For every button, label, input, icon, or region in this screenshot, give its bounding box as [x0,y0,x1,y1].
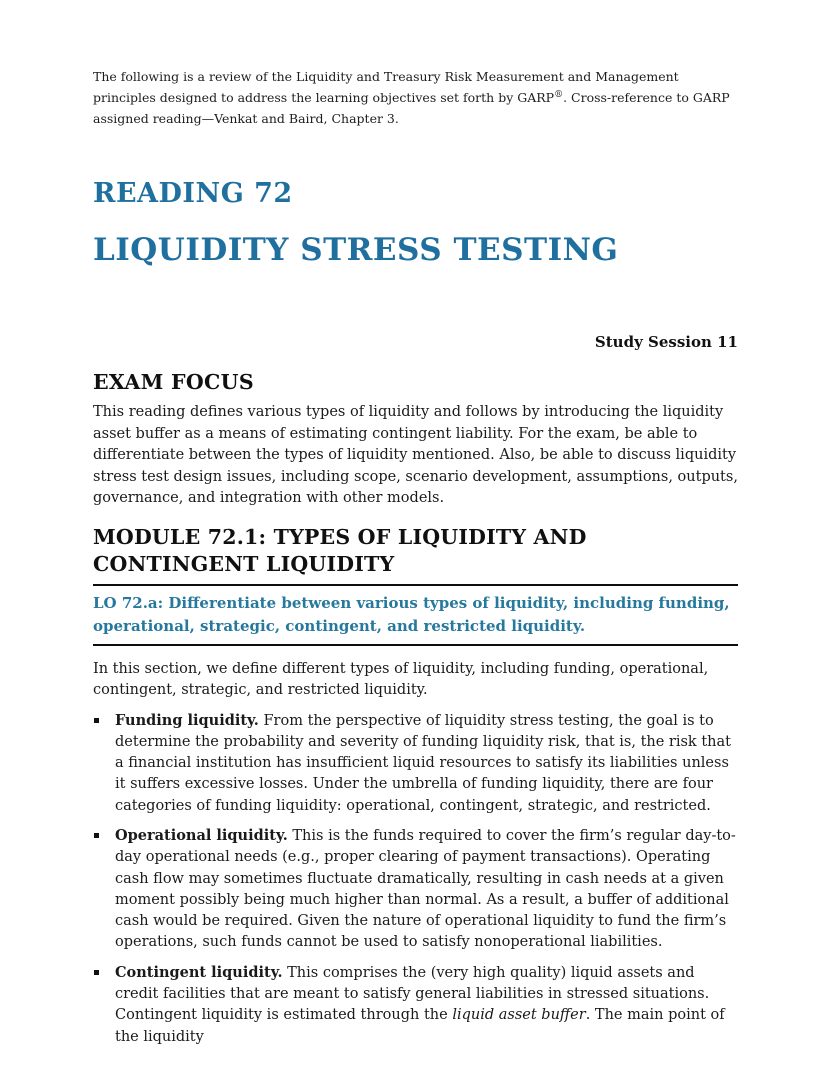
intro-paragraph [93,0,738,129]
list-item-funding-liquidity [93,710,738,817]
reading-number-heading: READING 72 [93,178,293,209]
liquidity-types-list [93,710,738,1048]
intro-text-part2: . Cross-reference to GARP assigned reading—Venkat and Baird, Chapter 3. [93,90,730,126]
section-intro-paragraph: In this section, we define different types of liquidity, including funding, operational, contingent, strategic, and restricted liquidity. [93,660,709,698]
study-session-label: Study Session 11 [594,333,738,351]
lo-divider-bottom [93,644,738,646]
bullet-square-icon [94,718,99,723]
bullet-square-icon [94,970,99,975]
bullet-text: This is the funds required to cover the firm’s regular day-to-day operational needs (e.g., proper clearing of payment transactions). Operating cash flow may sometimes fluctuate dramatically, resulting in cash needs at a given moment possibly being much higher than normal. As a result, a buffer of additional cash would be required. Given the nature of operational liquidity to fund the firm’s operations, such funds cannot be used to satisfy nonoperational liabilities. [115,827,736,951]
bullet-text: From the perspective of liquidity stress testing, the goal is to determine the probability and severity of funding liquidity risk, that is, the risk that a financial institution has insufficient liquid resources to satisfy its liabilities unless it suffers excessive losses. Under the umbrella of funding liquidity, there are four categories of funding liquidity: operational, contingent, strategic, and restricted. [115,712,731,814]
page-content [93,0,738,1048]
bullet-lead: Funding liquidity. [115,711,259,729]
reading-title-heading: LIQUIDITY STRESS TESTING [93,232,619,268]
exam-focus-paragraph: This reading defines various types of liquidity and follows by introducing the liquidity asset buffer as a means of estimating contingent liability. For the exam, be able to differentiate between the types of liquidity mentioned. Also, be able to discuss liquidity stress test design issues, including scope, scenario development, assumptions, outputs, governance, and integration with other models. [93,404,738,506]
registered-trademark-symbol: ® [554,89,564,100]
bullet-text-italic: liquid asset buffer [452,1007,586,1024]
list-item-operational-liquidity [93,825,738,954]
bullet-square-icon [94,833,99,838]
bullet-text: . The main point of the liquidity [115,1007,725,1045]
list-item-contingent-liquidity [93,962,738,1048]
module-heading: MODULE 72.1: TYPES OF LIQUIDITY AND CONTINGENT LIQUIDITY [93,524,587,576]
bullet-lead: Operational liquidity. [115,826,288,844]
lo-divider-top [93,584,738,586]
exam-focus-heading: EXAM FOCUS [93,370,254,394]
bullet-text: This comprises the (very high quality) liquid assets and credit facilities that are meant to satisfy general liabilities in stressed situations. Contingent liquidity is estimated through the [115,964,710,1024]
bullet-lead: Contingent liquidity. [115,963,283,981]
lo-statement: LO 72.a: Differentiate between various types of liquidity, including funding, operational, strategic, contingent, and restricted liquidity. [93,593,730,635]
intro-text-part1: The following is a review of the Liquidity and Treasury Risk Measurement and Management principles designed to address the learning objectives set forth by GARP [93,69,679,105]
